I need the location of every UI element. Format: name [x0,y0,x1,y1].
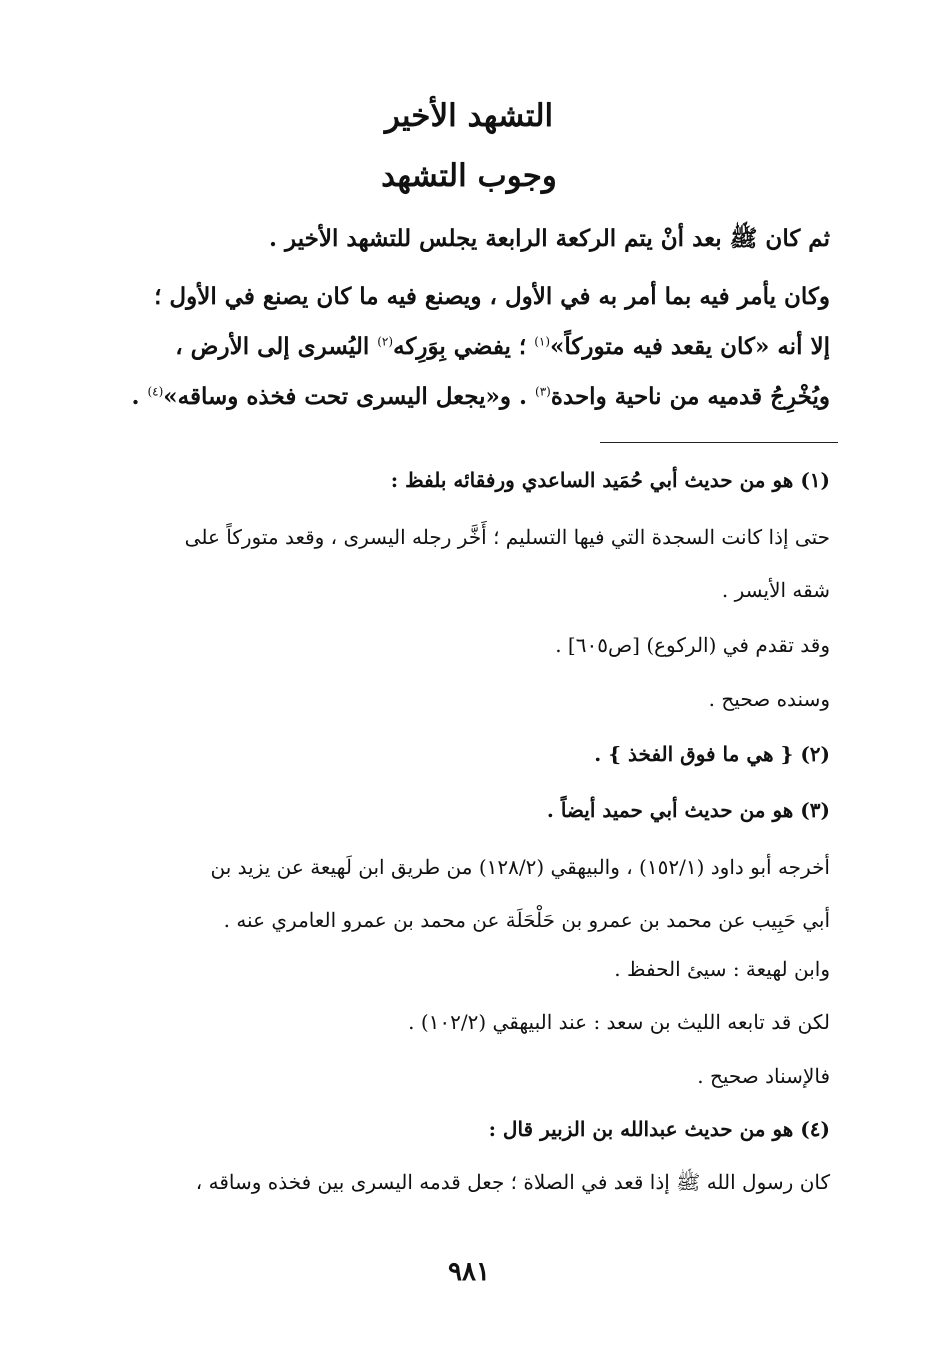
footnote-4-heading: (٤) هو من حديث عبدالله بن الزبير قال : [488,1117,830,1141]
body-line-3-part-a: إلا أنه «كان يقعد فيه متوركاً» [550,333,830,360]
footnote-1-heading: (١) هو من حديث أبي حُمَيد الساعدي ورفقائه بلفظ : [390,468,830,492]
footnote-ref-2: (٢) [377,334,394,349]
footnote-3-text-3: وابن لهيعة : سيئ الحفظ . [614,957,830,981]
footnote-4-text-1: كان رسول الله ﷺ إذا قعد في الصلاة ؛ جعل قدمه اليسرى بين فخذه وساقه ، [195,1170,830,1194]
footnote-ref-4: (٤) [147,384,164,399]
footnote-ref-3: (٣) [535,384,551,399]
body-line-2: وكان يأمر فيه بما أمر به في الأول ، ويصنع فيه ما كان يصنع في الأول ؛ [154,283,830,310]
body-line-4-part-c: . [131,383,148,410]
footnote-1-text-1: حتى إذا كانت السجدة التي فيها التسليم ؛ أَخَّر رجله اليسرى ، وقعد متوركاً على [184,525,830,549]
footnote-1-text-4: وسنده صحيح . [708,687,830,711]
footnote-3-text-4: لكن قد تابعه الليث بن سعد : عند البيهقي (١٠٢/٢) . [408,1010,830,1034]
footnote-separator [600,442,838,443]
footnote-3-text-5: فالإسناد صحيح . [697,1064,830,1088]
body-line-4 [96,383,830,410]
body-line-4-part-a: ويُخْرِجُ قدميه من ناحية واحدة [550,383,830,410]
footnote-3-text-1: أخرجه أبو داود (١٥٢/١) ، والبيهقي (١٢٨/٢) من طريق ابن لَهيعة عن يزيد بن [210,855,830,879]
footnote-3-heading: (٣) هو من حديث أبي حميد أيضاً . [546,798,830,822]
body-line-1: ثم كان ﷺ بعد أنْ يتم الركعة الرابعة يجلس للتشهد الأخير . [269,225,830,252]
body-line-3 [96,333,830,360]
footnote-3-text-2: أبي حَبِيب عن محمد بن عمرو بن حَلْحَلَة عن محمد بن عمرو العامري عنه . [223,908,830,932]
body-line-3-part-b: ؛ يفضي بِوَرِكه [393,333,535,360]
body-line-4-part-b: . و«يجعل اليسرى تحت فخذه وساقه» [163,383,536,410]
body-line-3-part-c: اليُسرى إلى الأرض ، [175,333,378,360]
footnote-ref-1: (١) [534,334,551,349]
footnote-2: (٢) { هي ما فوق الفخذ } . [594,742,830,766]
footnote-1-text-2: شقه الأيسر . [721,578,830,602]
chapter-title: التشهد الأخير [384,98,554,134]
footnote-1-text-3: وقد تقدم في (الركوع) [ص٦٠٥] . [555,633,830,657]
page-number: ٩٨١ [448,1257,490,1287]
section-title: وجوب التشهد [381,158,557,194]
